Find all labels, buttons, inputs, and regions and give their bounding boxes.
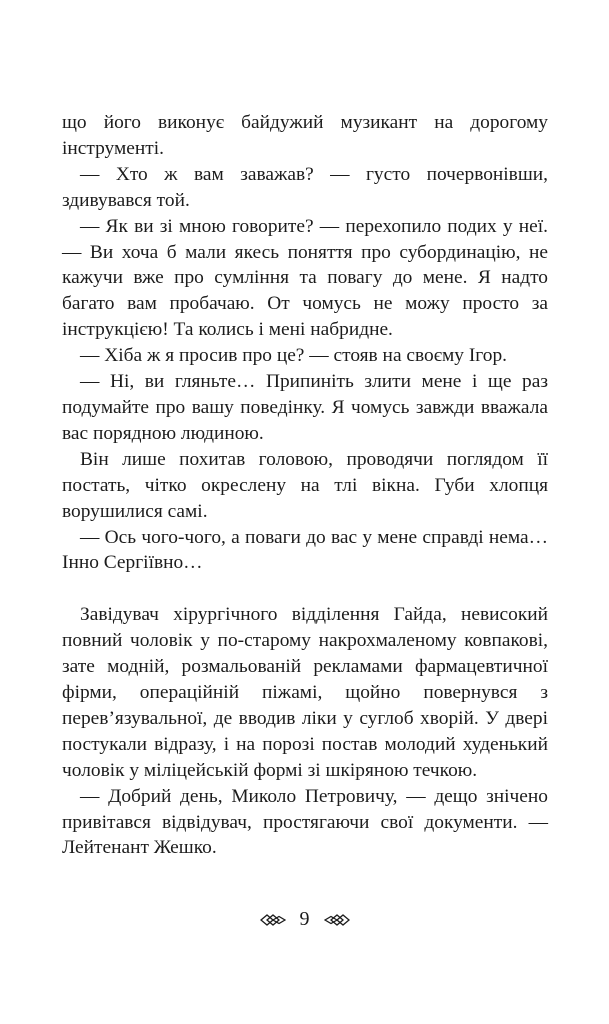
paragraph: що його виконує байдужий музикант на дорогому інструменті. — [62, 112, 548, 159]
paragraph: — Добрий день, Миколо Петровичу, — дещо знічено привітався відвідувач, простягаючи свої документи. — Лейтенант Жешко. — [62, 785, 548, 859]
page-number: 9 — [299, 908, 310, 930]
fleuron-icon — [260, 913, 286, 927]
paragraph: — Ось чого-чого, а поваги до вас у мене справді нема… Інно Сергіївно… — [62, 526, 548, 574]
paragraph: — Хто ж вам заважав? — густо почервонівши, здивувався той. — [62, 163, 548, 211]
paragraph: Він лише похитав головою, проводячи поглядом її постать, чітко окреслену на тлі вікна. Губи хлопця ворушилися самі. — [62, 448, 548, 522]
paragraph: — Як ви зі мною говорите? — перехопило подих у неї. — Ви хоча б мали якесь поняття про субординацію, не кажучи вже про сумління та повагу до мене. Я надто багато вам пробачаю. От чомусь не можу просто за інструкцією! Та колись і мені набридне. — [62, 215, 548, 341]
paragraph: — Хіба ж я просив про це? — стояв на своєму Ігор. — [80, 345, 508, 367]
section-break — [62, 576, 548, 602]
page-footer — [0, 908, 609, 931]
fleuron-icon — [324, 913, 350, 927]
paragraph: — Ні, ви гляньте… Припиніть злити мене і ще раз подумайте про вашу поведінку. Я чомусь завжди вважала вас порядною людиною. — [62, 371, 548, 444]
page-body — [62, 110, 548, 861]
paragraph: Завідувач хірургічного відділення Гайда, невисокий повний чоловік у по-старому накрохмаленому ковпакові, зате модній, розмальованій рекламами фармацевтичної фірми, операційній піжамі, щойно повернувся з перев’язувальної, де вводив ліки у суглоб хворій. У двері постукали відразу, і на порозі постав молодий худенький чоловік у міліцейській формі зі шкіряною течкою. — [62, 604, 548, 781]
